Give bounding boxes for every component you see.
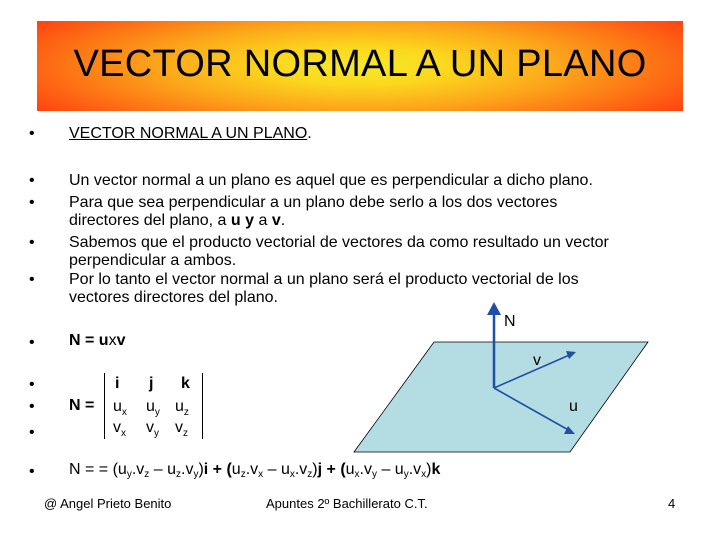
normal-label: N — [504, 313, 516, 330]
bullet-marker: • — [29, 172, 35, 189]
paragraph-directors-line1: Para que sea perpendicular a un plano debe serlo a los dos vectores — [69, 194, 558, 211]
matrix-cell-j: j — [149, 375, 154, 392]
footer-page-number: 4 — [668, 496, 676, 511]
bullet-marker: • — [29, 334, 35, 351]
paragraph-conclusion-line2: vectores directores del plano. — [69, 289, 278, 306]
bullet-marker: • — [29, 463, 35, 480]
matrix-cell-ux: $u_x$ — [113, 398, 127, 418]
vector-u-label: u — [569, 398, 578, 415]
bullet-marker: • — [29, 398, 35, 415]
footer-author: @ Angel Prieto Benito — [44, 496, 172, 511]
section-heading: VECTOR NORMAL A UN PLANO. — [69, 125, 312, 142]
paragraph-cross-product-line2: perpendicular a ambos. — [69, 252, 237, 269]
bullet-marker: • — [29, 194, 35, 211]
matrix-cell-vx: $v_x$ — [113, 419, 126, 439]
bullet-marker: • — [29, 424, 35, 441]
matrix-cell-uz: $u_z$ — [175, 398, 189, 418]
matrix-cell-vy: $v_y$ — [146, 419, 159, 439]
paragraph-cross-product-line1: Sabemos que el producto vectorial de vectores da como resultado un vector — [69, 234, 609, 251]
plane-parallelogram — [354, 342, 648, 452]
slide-title: VECTOR NORMAL A UN PLANO — [73, 43, 647, 85]
bullet-marker: • — [29, 376, 35, 393]
matrix-label: N = — [69, 397, 95, 414]
matrix-cell-k: k — [181, 375, 190, 392]
paragraph-definition: Un vector normal a un plano es aquel que es perpendicular a dicho plano. — [69, 172, 593, 189]
formula-cross-product: N = uxv — [69, 332, 126, 349]
formula-expansion: N = = $(u_y.v_z - u_z.v_y)i + (u_z.v_x - u_x.v_z)j + (u_x.v_y - u_y.v_x)k$ — [69, 461, 441, 480]
matrix-cell-i: i — [115, 375, 120, 392]
paragraph-conclusion-line1: Por lo tanto el vector normal a un plano será el producto vectorial de los — [69, 271, 579, 288]
matrix-cell-vz: $v_z$ — [175, 419, 188, 439]
bullet-marker: • — [29, 271, 35, 288]
bullet-marker: • — [29, 125, 35, 142]
vector-v-label: v — [533, 352, 541, 369]
paragraph-directors-line2: directores del plano, a u y a v. — [69, 212, 286, 229]
bullet-marker: • — [29, 234, 35, 251]
normal-arrowhead — [487, 302, 501, 315]
matrix-cell-uy: $u_y$ — [146, 398, 160, 418]
footer-course: Apuntes 2º Bachillerato C.T. — [266, 496, 428, 511]
